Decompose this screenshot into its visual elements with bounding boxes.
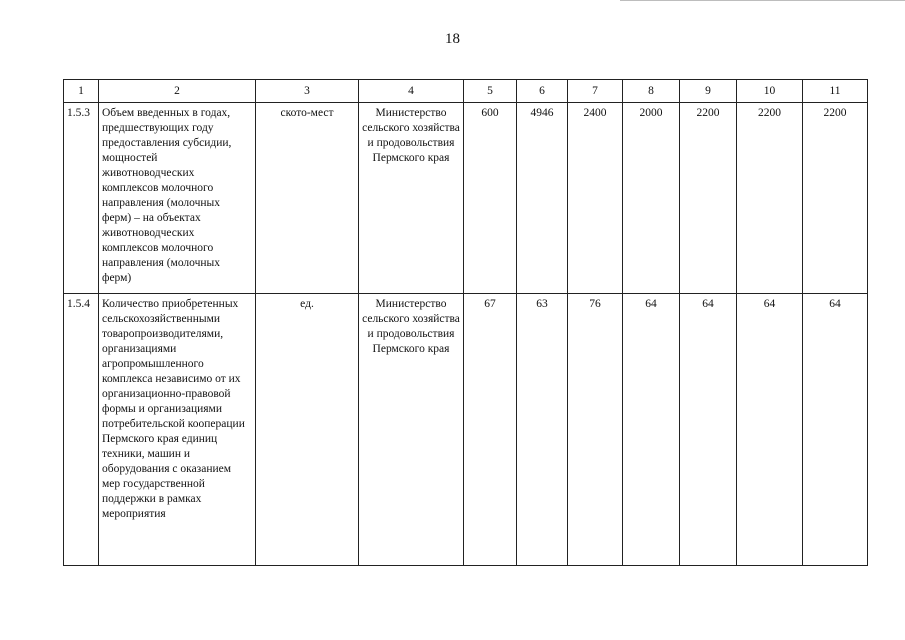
column-header: 2: [99, 80, 256, 103]
value-cell: 2200: [680, 103, 737, 294]
table-row: [64, 294, 868, 566]
column-header: 9: [680, 80, 737, 103]
page-number: 18: [445, 31, 460, 47]
value-cell: 64: [623, 294, 680, 566]
value-cell: 2000: [623, 103, 680, 294]
column-header: 10: [737, 80, 803, 103]
column-header: 8: [623, 80, 680, 103]
column-header: 5: [464, 80, 517, 103]
value-cell: 64: [803, 294, 868, 566]
responsible-organization: Министерство сельского хозяйства и продовольствия Пермского края: [359, 294, 464, 566]
value-cell: 67: [464, 294, 517, 566]
value-cell: 63: [517, 294, 568, 566]
value-cell: 64: [737, 294, 803, 566]
column-header: 3: [256, 80, 359, 103]
column-header: 1: [64, 80, 99, 103]
row-number: 1.5.3: [64, 103, 99, 294]
indicator-name: Объем введенных в годах, предшествующих году предоставления субсидии, мощностей животноводческих комплексов молочного направления (молочных ферм) – на объектах животноводческих комплексов молочного направления (молочных ферм): [99, 103, 256, 294]
indicator-name: Количество приобретенных сельскохозяйственными товаропроизводителями, организациями агропромышленного комплекса независимо от их организационно-правовой формы и организациями потребительской кооперации Пермского края единиц техники, машин и оборудования с оказанием мер государственной поддержки в рамках мероприятия: [99, 294, 256, 566]
value-cell: 2200: [737, 103, 803, 294]
value-cell: 2200: [803, 103, 868, 294]
column-header: 6: [517, 80, 568, 103]
responsible-organization: Министерство сельского хозяйства и продовольствия Пермского края: [359, 103, 464, 294]
value-cell: 600: [464, 103, 517, 294]
table-row: [64, 103, 868, 294]
value-cell: 4946: [517, 103, 568, 294]
unit-of-measure: ед.: [256, 294, 359, 566]
unit-of-measure: ското-мест: [256, 103, 359, 294]
column-header: 4: [359, 80, 464, 103]
value-cell: 2400: [568, 103, 623, 294]
column-header: 11: [803, 80, 868, 103]
table-header-row: [64, 80, 868, 103]
value-cell: 76: [568, 294, 623, 566]
value-cell: 64: [680, 294, 737, 566]
top-edge-rule: [620, 0, 905, 1]
row-number: 1.5.4: [64, 294, 99, 566]
indicators-table: [63, 79, 868, 566]
column-header: 7: [568, 80, 623, 103]
